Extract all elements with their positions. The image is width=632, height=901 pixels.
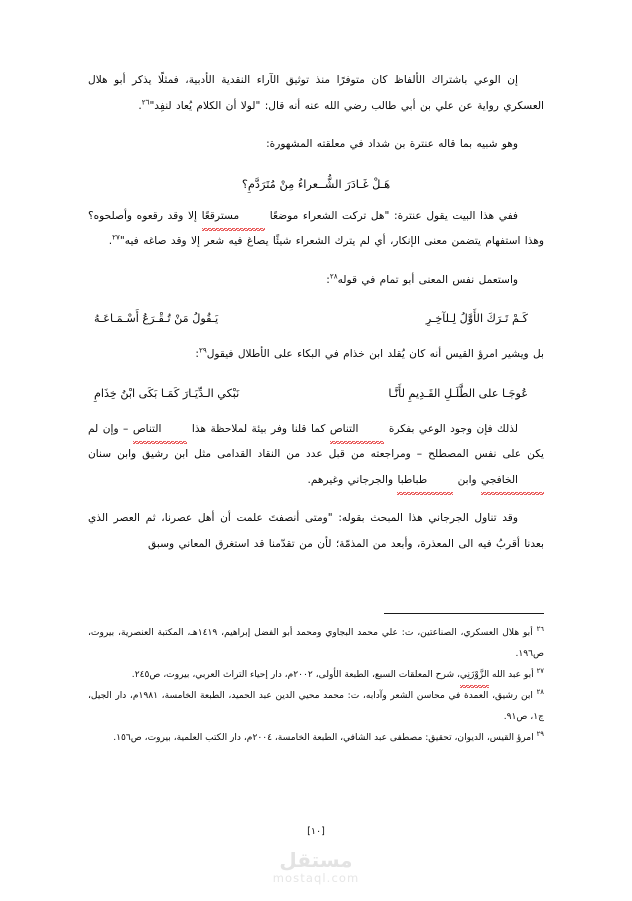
- verse-imru-al-qais-hemistich-2: نَبْكي الـدِّيَـارَ كَمَـا بَكَى ابْنُ خِذَامِ: [94, 386, 240, 400]
- paragraph-6-seg-3: – وإن لم يكن على نفس المصطلح – ومراجعته من قبل عدد من النقاد القدامى مثل ابن رشيق وابن سنان: [88, 422, 544, 460]
- paragraph-2-text: وهو شبيه بما قاله عنترة بن شداد في معلقته المشهورة:: [266, 138, 518, 150]
- footnote-separator-rule: [384, 613, 544, 614]
- paragraph-6-seg-5: والجرجاني وغيرهم.: [307, 473, 398, 486]
- footnote-ref-29[interactable]: ٢٩: [198, 345, 207, 355]
- paragraph-6-seg-1: لذلك فإن وجود الوعي بفكرة: [384, 422, 518, 435]
- paragraph-6: [88, 417, 544, 494]
- footnote-27-text-a: أبو عبد الله: [489, 670, 534, 680]
- paragraph-1: [88, 68, 544, 119]
- footnote-26: [88, 623, 544, 665]
- footnote-28-number: ٢٨: [536, 687, 544, 696]
- watermark-arabic-text: مستقل: [279, 848, 353, 872]
- paragraph-1-text: إن الوعي باشتراك الألفاظ كان متوفرًا منذ توثيق الآراء النقدية الأدبية، فمثلًا يذكر أبو هلال العسكري رواية عن علي بن أبي طالب رضي الله عنه أنه قال: "لولا أن الكلام يُعاد لنفِد": [88, 74, 544, 112]
- body-content: [88, 68, 544, 570]
- footnote-27-text-b: ، شرح المعلقات السبع، الطبعة الأولى، ٢٠٠٢م، دار إحياء التراث العربي، بيروت، ص٢٤٥.: [131, 670, 460, 680]
- verse-abu-tammam: [88, 306, 544, 332]
- paragraph-4: [88, 268, 544, 294]
- footnote-ref-26[interactable]: ٢٦: [141, 96, 150, 106]
- footnote-29-text: امرؤ القيس، الديوان، تحقيق: مصطفى عبد الشافي، الطبعة الخامسة، ٢٠٠٤م، دار الكتب العلمية، بيروت، ص١٥٦.: [113, 733, 534, 743]
- paragraph-5: [88, 342, 544, 368]
- footnote-27-number: ٢٧: [536, 666, 544, 675]
- footnote-29: [88, 728, 544, 749]
- paragraph-3-text-b: إلا وقد رقعوه وأصلحوه؟ وهذا استفهام يتضمن معنى الإنكار، أي لم يترك الشعراء شيئًا يصاغ فيه شعر إلا وقد صاغه فيه": [88, 209, 544, 247]
- paragraph-5-text: بل ويشير امرؤ القيس أنه كان يُقلد ابن خذام في البكاء على الأطلال فيقول: [206, 348, 544, 360]
- footnote-26-text: أبو هلال العسكري، الصناعتين، ت: علي محمد البجاوي ومحمد أبو الفضل إبراهيم، ١٤١٩هـ، المكتبة العنصرية، بيروت، ص١٩٦.: [88, 628, 544, 659]
- paragraph-7-text: وقد تناول الجرجاني هذا المبحث بقوله: "ومتى أنصفتَ علمت أن أهل عصرنا، ثم العصر الذي بعدنا أقربُ فيه الى المعذرة، وأبعد من المذمّة؛ لأن من تقدّمنا قد استغرق المعاني وسبق: [88, 512, 544, 550]
- misspelled-word-tabataba[interactable]: طباطبا: [397, 468, 453, 494]
- verse-imru-al-qais: [88, 381, 544, 407]
- misspelled-word-zawzani[interactable]: الزَّوْزَنِي: [460, 665, 489, 686]
- footnote-29-number: ٢٩: [536, 729, 544, 738]
- misspelled-word-mustarqian[interactable]: مسترقعًا: [202, 204, 266, 230]
- paragraph-3-tail: .: [108, 235, 113, 247]
- paragraph-6-seg-2: كما قلنا وفر بيئة لملاحظة هذا: [187, 422, 330, 435]
- misspelled-word-tanas-1[interactable]: التناص: [330, 417, 385, 443]
- footnote-ref-27[interactable]: ٢٧: [112, 232, 120, 242]
- paragraph-5-tail: :: [195, 348, 199, 360]
- paragraph-2: [88, 132, 544, 158]
- footnotes-area: [88, 613, 544, 749]
- verse-antara: [88, 171, 544, 197]
- verse-imru-al-qais-hemistich-1: عُوجَـا على الطَّلَـلِ القَـدِيمِ لأَنَّـا: [388, 386, 528, 400]
- misspelled-word-tanas-2[interactable]: التناص: [133, 417, 188, 443]
- misspelled-word-khafaji[interactable]: الخافجي: [481, 468, 544, 494]
- verse-abu-tammam-hemistich-2: يَـقُولُ مَنْ تُـقْـرَعُ أَسْـمَـاعَـهُ: [94, 312, 219, 325]
- verse-abu-tammam-hemistich-1: كَـمْ تَـرَكَ الأَوَّلُ لِـلآخِـرِ: [425, 312, 528, 325]
- paragraph-3-text-a: ففي هذا البيت يقول عنترة: "هل تركت الشعراء موضعًا: [265, 209, 518, 222]
- footnote-26-number: ٢٦: [536, 624, 544, 633]
- paragraph-4-tail: :: [326, 273, 330, 286]
- page-number: [١٠]: [307, 826, 325, 837]
- paragraph-6-seg-4: وابن: [453, 473, 482, 486]
- watermark-latin-text: mostaql.com: [272, 871, 360, 885]
- paragraph-4-text: واستعمل نفس المعنى أبو تمام في قوله: [337, 273, 518, 286]
- verse-antara-text: هَـلْ غَـادَرَ الشُّــعراءُ مِنْ مُتَرَدَّمِ؟: [241, 176, 391, 191]
- footnote-28-text: ابن رشيق، العمدة في محاسن الشعر وآدابه، ت: محمد محيي الدين عبد الحميد، الطبعة الخامسة، ١٩٨١م، دار الجيل، ج١، ص٩١.: [88, 691, 544, 722]
- paragraph-7: [88, 506, 544, 557]
- watermark-mostaql: [0, 849, 632, 885]
- footnote-28: [88, 686, 544, 728]
- paragraph-1-tail: .: [138, 99, 142, 112]
- footnote-ref-28[interactable]: ٢٨: [329, 270, 338, 280]
- paragraph-3: [88, 204, 544, 255]
- footnote-27: [88, 665, 544, 686]
